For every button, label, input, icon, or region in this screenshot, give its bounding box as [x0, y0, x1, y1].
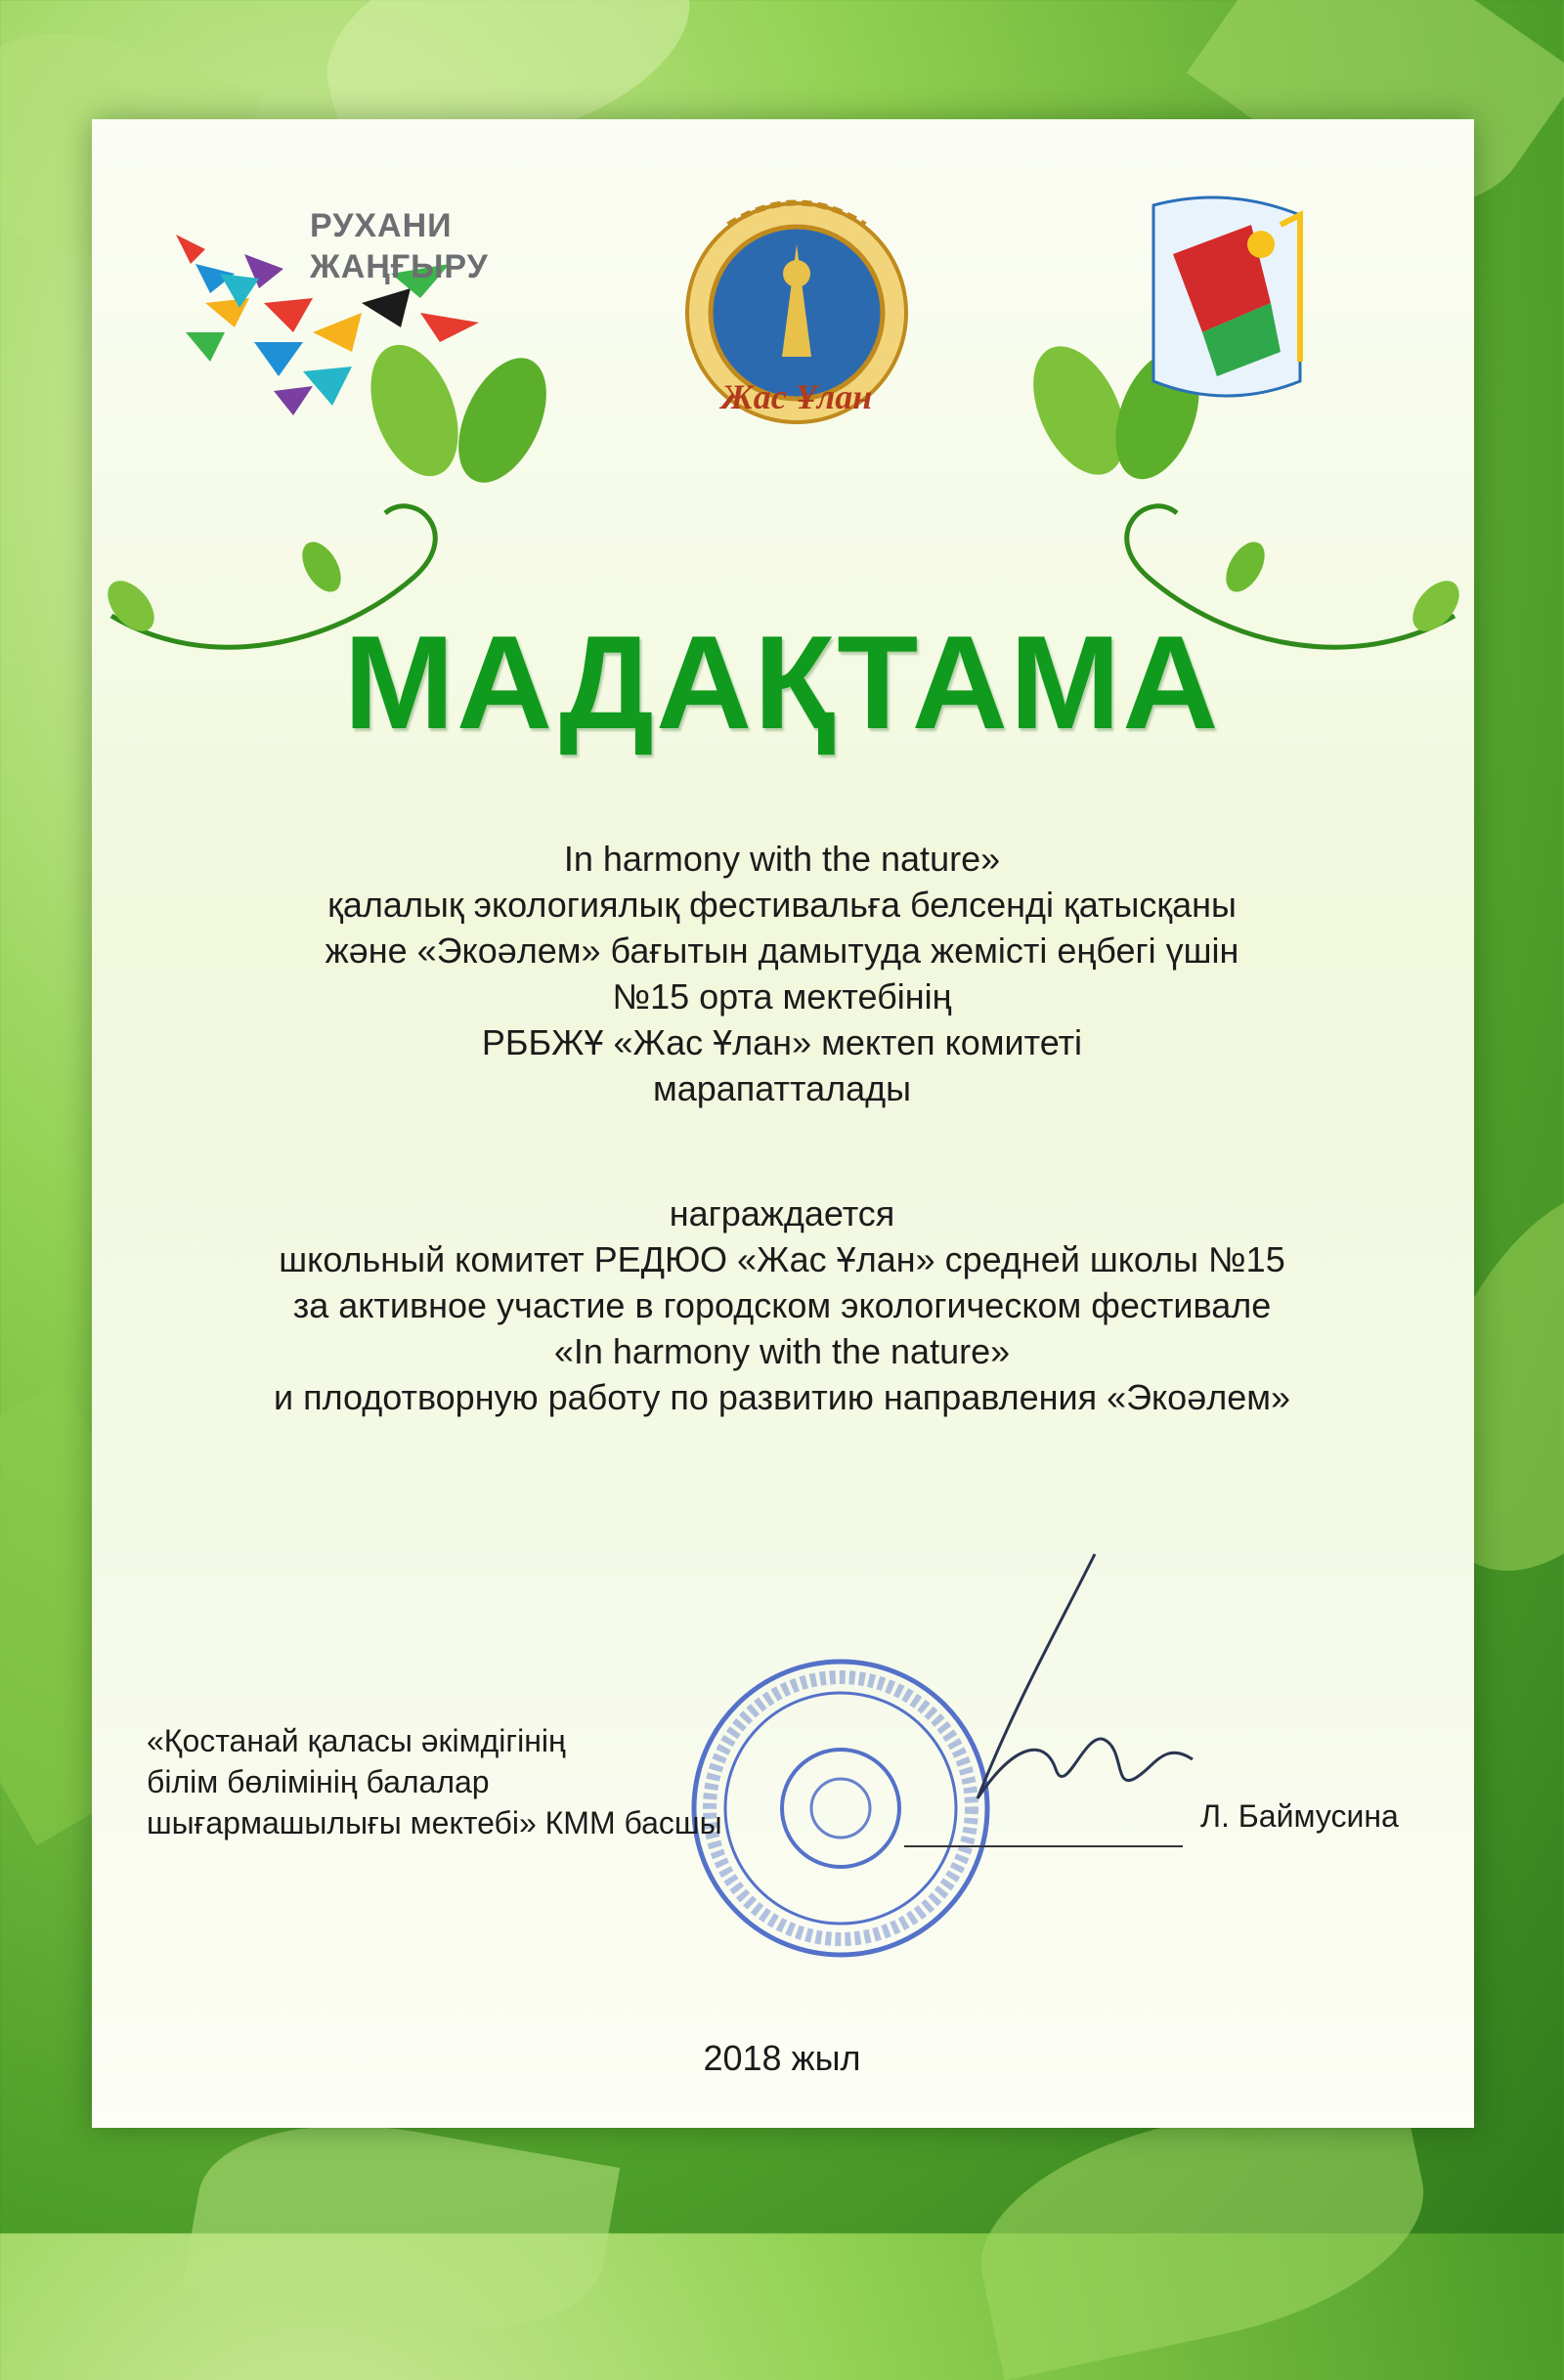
kz-line: In harmony with the nature»	[563, 839, 1001, 879]
kz-line: марапатталады	[652, 1068, 912, 1108]
rukhani-zhangyru-wordmark	[310, 205, 535, 287]
kz-line: қалалық экологиялық фестивальға белсенді қатысқаны	[327, 885, 1237, 925]
signatory-name: Л. Баймусина	[1200, 1798, 1399, 1834]
certificate-year: 2018 жыл	[703, 2038, 861, 2078]
ru-line: «In harmony with the nature»	[553, 1331, 1011, 1371]
certificate-title: МАДАҚТАМА	[343, 608, 1221, 757]
rukhani-line1: РУХАНИ	[310, 207, 453, 244]
signature-organization	[147, 1720, 850, 1843]
org-line: шығармашылығы мектебі» КММ басшы	[147, 1805, 722, 1840]
ru-line: награждается	[669, 1193, 895, 1233]
russian-award-text	[0, 1190, 1564, 1420]
ru-line: за активное участие в городском экологическом фестивале	[292, 1285, 1272, 1325]
kz-line: №15 орта мектебінің	[612, 976, 952, 1017]
ru-line: и плодотворную работу по развитию направления «Экоәлем»	[273, 1377, 1291, 1417]
signature-line	[904, 1845, 1183, 1847]
kz-line: РББЖҰ «Жас Ұлан» мектеп комитеті	[481, 1022, 1083, 1062]
kz-line: және «Экоәлем» бағытын дамытуда жемісті еңбегі үшін	[325, 930, 1239, 971]
kazakh-award-text	[0, 836, 1564, 1111]
org-line: білім бөлімінің балалар	[147, 1764, 490, 1799]
jas-ulan-logo	[674, 186, 919, 430]
jas-ulan-logo-text: Жас Ұлан	[720, 377, 873, 416]
childrens-creativity-school-logo	[1134, 186, 1320, 420]
org-line: «Қостанай қаласы әкімдігінің	[147, 1723, 566, 1758]
ru-line: школьный комитет РЕДЮО «Жас Ұлан» средней школы №15	[279, 1239, 1285, 1279]
handwritten-signature	[909, 1544, 1232, 1828]
rukhani-line2: ЖАҢҒЫРУ	[310, 248, 489, 285]
